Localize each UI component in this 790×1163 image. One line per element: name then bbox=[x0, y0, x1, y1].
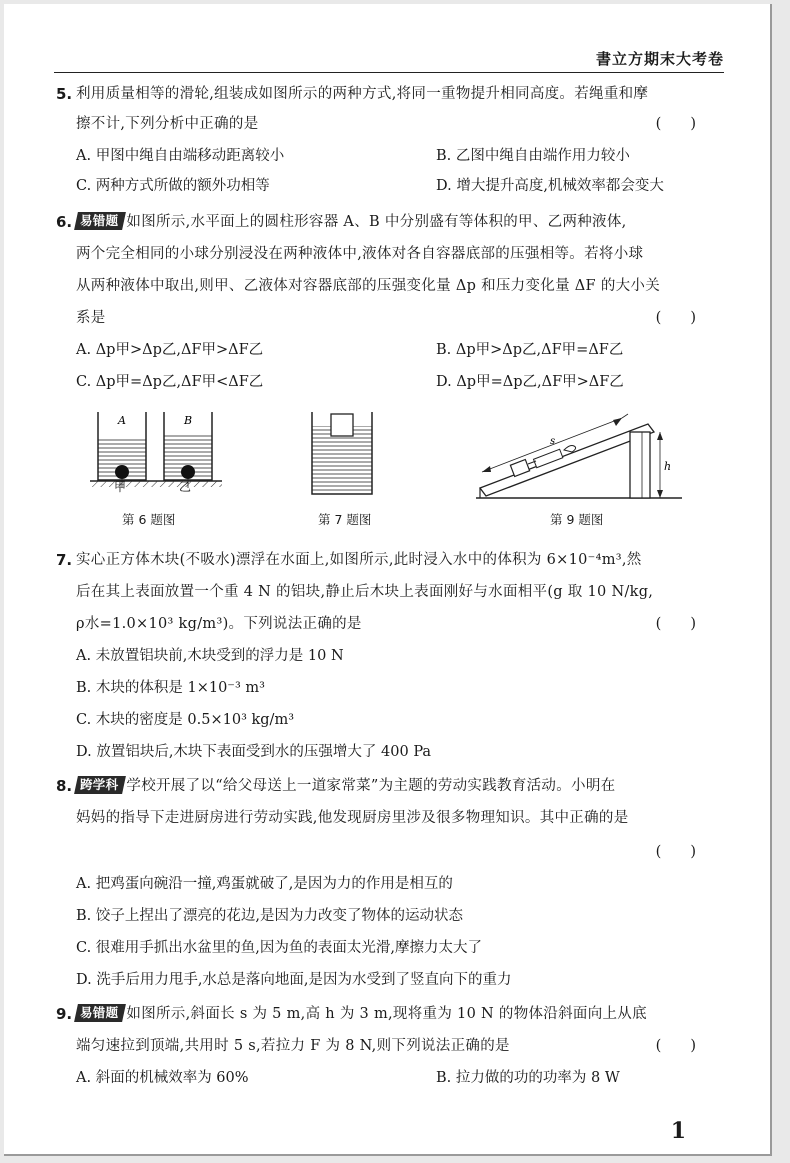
page-number: 1 bbox=[670, 1118, 686, 1144]
header-rule bbox=[54, 72, 724, 73]
q5-option-d: D. 增大提升高度,机械效率都会变大 bbox=[436, 178, 664, 194]
q8-stem-line1: 跨学科 学校开展了以“给父母送上一道家常菜”为主题的劳动实践教育活动。小明在 bbox=[76, 776, 700, 796]
q7-option-b: B. 木块的体积是 1×10⁻³ m³ bbox=[76, 680, 265, 696]
q6-option-a: A. Δp甲>Δp乙,ΔF甲>ΔF乙 bbox=[76, 342, 264, 358]
fig6-caption: 第 6 题图 bbox=[122, 512, 176, 527]
q8-option-a: A. 把鸡蛋向碗沿一撞,鸡蛋就破了,是因为力的作用是相互的 bbox=[76, 876, 453, 892]
q5-stem-line1: 利用质量相等的滑轮,组装成如图所示的两种方式,将同一重物提升相同高度。若绳重和摩 bbox=[76, 86, 649, 102]
fig6-label-yi: 乙 bbox=[179, 480, 192, 494]
q7-stem-line2: 后在其上表面放置一个重 4 N 的铝块,静止后木块上表面刚好与水面相平(g 取 10 N/kg, bbox=[76, 584, 654, 600]
q9-option-b: B. 拉力做的功的功率为 8 W bbox=[436, 1070, 620, 1086]
fig6-label-a: A bbox=[118, 414, 126, 427]
page-header-title: 書立方期末大考卷 bbox=[595, 50, 724, 68]
q6-stem-line4: 系是 bbox=[76, 310, 106, 326]
q6-option-d: D. Δp甲=Δp乙,ΔF甲>ΔF乙 bbox=[436, 374, 624, 390]
q6-stem-line1: 易错题 如图所示,水平面上的圆柱形容器 A、B 中分别盛有等体积的甲、乙两种液体, bbox=[76, 212, 700, 232]
q8-option-c: C. 很难用手抓出水盆里的鱼,因为鱼的表面太光滑,摩擦力太大了 bbox=[76, 940, 483, 956]
q9-number: 9. bbox=[56, 1005, 73, 1023]
q5-option-c: C. 两种方式所做的额外功相等 bbox=[76, 178, 270, 194]
q8-answer-blank: ( ) bbox=[655, 844, 696, 860]
q8-option-b: B. 饺子上捏出了漂亮的花边,是因为力改变了物体的运动状态 bbox=[76, 908, 463, 924]
q9-stem-line2: 端匀速拉到顶端,共用时 5 s,若拉力 F 为 8 N,则下列说法正确的是 bbox=[76, 1038, 510, 1054]
q5-option-b: B. 乙图中绳自由端作用力较小 bbox=[436, 148, 630, 164]
q9-stem-line1: 易错题 如图所示,斜面长 s 为 5 m,高 h 为 3 m,现将重为 10 N 的物体沿斜面向上从底 bbox=[76, 1004, 700, 1024]
q6-error-prone-badge: 易错题 bbox=[74, 212, 126, 230]
fig9-incline-diagram bbox=[472, 402, 692, 506]
q6-answer-blank: ( ) bbox=[655, 310, 696, 326]
fig6-label-jia: 甲 bbox=[114, 480, 127, 494]
exam-page bbox=[4, 4, 772, 1156]
fig7-floating-block-diagram bbox=[304, 408, 384, 500]
q8-option-d: D. 洗手后用力甩手,水总是落向地面,是因为水受到了竖直向下的重力 bbox=[76, 972, 512, 988]
q5-option-a: A. 甲图中绳自由端移动距离较小 bbox=[76, 148, 285, 164]
q7-option-a: A. 未放置铝块前,木块受到的浮力是 10 N bbox=[76, 648, 344, 664]
q7-number: 7. bbox=[56, 551, 73, 569]
q7-answer-blank: ( ) bbox=[655, 616, 696, 632]
q6-number: 6. bbox=[56, 213, 73, 231]
fig6-label-b: B bbox=[184, 414, 193, 427]
q6-stem-line3: 从两种液体中取出,则甲、乙液体对容器底部的压强变化量 Δp 和压力变化量 ΔF 的大小关 bbox=[76, 278, 661, 294]
q8-stem-line2: 妈妈的指导下走进厨房进行劳动实践,他发现厨房里涉及很多物理知识。其中正确的是 bbox=[76, 810, 629, 826]
q5-number: 5. bbox=[56, 85, 73, 103]
q6-option-b: B. Δp甲>Δp乙,ΔF甲=ΔF乙 bbox=[436, 342, 624, 358]
q6-stem-line2: 两个完全相同的小球分别浸没在两种液体中,液体对各自容器底部的压强相等。若将小球 bbox=[76, 246, 644, 262]
q7-option-c: C. 木块的密度是 0.5×10³ kg/m³ bbox=[76, 712, 295, 728]
fig9-caption: 第 9 题图 bbox=[550, 512, 604, 527]
q8-number: 8. bbox=[56, 777, 73, 795]
fig6-containers-diagram bbox=[88, 406, 228, 498]
q5-stem-line2: 擦不计,下列分析中正确的是 bbox=[76, 116, 259, 132]
fig7-caption: 第 7 题图 bbox=[318, 512, 372, 527]
fig9-label-h: h bbox=[664, 460, 672, 473]
fig9-label-s: s bbox=[550, 436, 556, 447]
q9-error-prone-badge: 易错题 bbox=[74, 1004, 126, 1022]
q7-stem-line1: 实心正方体木块(不吸水)漂浮在水面上,如图所示,此时浸入水中的体积为 6×10⁻⁴m³,然 bbox=[76, 552, 642, 568]
q7-stem-line3: ρ水=1.0×10³ kg/m³)。下列说法正确的是 bbox=[76, 616, 362, 632]
q5-answer-blank: ( ) bbox=[655, 116, 696, 132]
q9-option-a: A. 斜面的机械效率为 60% bbox=[76, 1070, 249, 1086]
q8-cross-subject-badge: 跨学科 bbox=[74, 776, 126, 794]
q6-option-c: C. Δp甲=Δp乙,ΔF甲<ΔF乙 bbox=[76, 374, 264, 390]
q9-answer-blank: ( ) bbox=[655, 1038, 696, 1054]
q7-option-d: D. 放置铝块后,木块下表面受到水的压强增大了 400 Pa bbox=[76, 744, 432, 760]
